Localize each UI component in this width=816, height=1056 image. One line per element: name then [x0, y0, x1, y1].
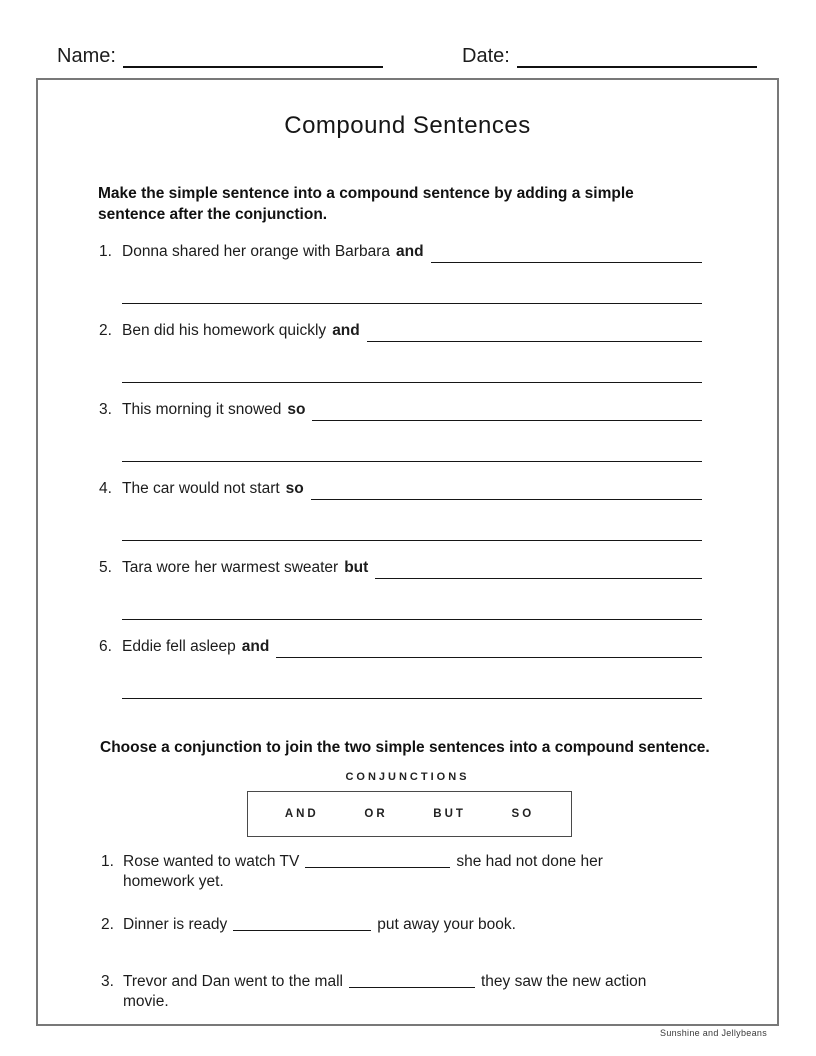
answer-blank-line [122, 423, 702, 462]
item-text-after: they saw the new action [480, 973, 647, 990]
item-number: 5. [99, 559, 112, 576]
conjunction-bank-box [247, 791, 572, 837]
item-text: The car would not start [122, 480, 280, 497]
date-field-group [462, 44, 757, 68]
section1-instruction: Make the simple sentence into a compound sentence by adding a simple sentence after the conjunction. [98, 185, 634, 223]
item-text: Tara wore her warmest sweater [122, 559, 339, 576]
item-number: 3. [101, 973, 114, 990]
answer-blank-line [122, 265, 702, 304]
conjunction-option: BUT [433, 808, 466, 820]
name-label: Name: [57, 45, 116, 67]
item-conjunction: and [395, 243, 424, 260]
item-number: 3. [99, 401, 112, 418]
conjunction-bank-label: CONJUNCTIONS [345, 771, 470, 783]
answer-blank-line [375, 559, 702, 579]
answer-blank-line [349, 973, 475, 988]
section2-list [101, 851, 726, 1012]
answer-blank-line [367, 322, 702, 342]
answer-blank-line [431, 243, 702, 263]
list-item [99, 401, 702, 462]
answer-blank-line [122, 344, 702, 383]
date-label: Date: [462, 45, 510, 67]
answer-blank-line [122, 502, 702, 541]
answer-blank-line [312, 401, 702, 421]
item-number: 1. [99, 243, 112, 260]
section2-instruction: Choose a conjunction to join the two simple sentences into a compound sentence. [100, 739, 710, 756]
answer-blank-line [276, 638, 702, 658]
item-number: 1. [101, 853, 114, 870]
item-conjunction: but [344, 559, 369, 576]
item-text-before: Dinner is ready [123, 916, 228, 933]
item-number: 2. [101, 916, 114, 933]
item-text: Eddie fell asleep [122, 638, 236, 655]
publisher-credit: Sunshine and Jellybeans [660, 1028, 767, 1038]
item-text-after: she had not done her [456, 853, 603, 870]
list-item [101, 914, 726, 935]
item-conjunction: so [287, 401, 306, 418]
item-conjunction: so [285, 480, 304, 497]
item-text-line2: movie. [123, 993, 169, 1010]
list-item [99, 243, 702, 304]
item-text-before: Trevor and Dan went to the mall [123, 973, 343, 990]
list-item [99, 480, 702, 541]
answer-blank-line [311, 480, 702, 500]
item-text-after: put away your book. [377, 916, 516, 933]
name-blank-line [123, 44, 383, 68]
list-item [101, 851, 726, 892]
item-number: 4. [99, 480, 112, 497]
section1-list [99, 243, 702, 717]
item-text-line2: homework yet. [123, 873, 224, 890]
item-text: This morning it snowed [122, 401, 282, 418]
conjunction-option: OR [364, 808, 388, 820]
page-title: Compound Sentences [284, 112, 531, 139]
item-number: 6. [99, 638, 112, 655]
date-blank-line [517, 44, 757, 68]
answer-blank-line [305, 853, 450, 868]
item-conjunction: and [332, 322, 360, 339]
conjunction-option: SO [511, 808, 535, 820]
worksheet-frame [36, 78, 779, 1026]
list-item [101, 971, 726, 1012]
item-text: Donna shared her orange with Barbara [122, 243, 390, 260]
item-conjunction: and [241, 638, 270, 655]
item-text-before: Rose wanted to watch TV [123, 853, 300, 870]
answer-blank-line [233, 916, 371, 931]
item-text: Ben did his homework quickly [122, 322, 327, 339]
conjunction-option: AND [284, 808, 319, 820]
answer-blank-line [122, 581, 702, 620]
list-item [99, 322, 702, 383]
list-item [99, 559, 702, 620]
list-item [99, 638, 702, 699]
name-field-group [57, 44, 383, 68]
answer-blank-line [122, 660, 702, 699]
item-number: 2. [99, 322, 112, 339]
